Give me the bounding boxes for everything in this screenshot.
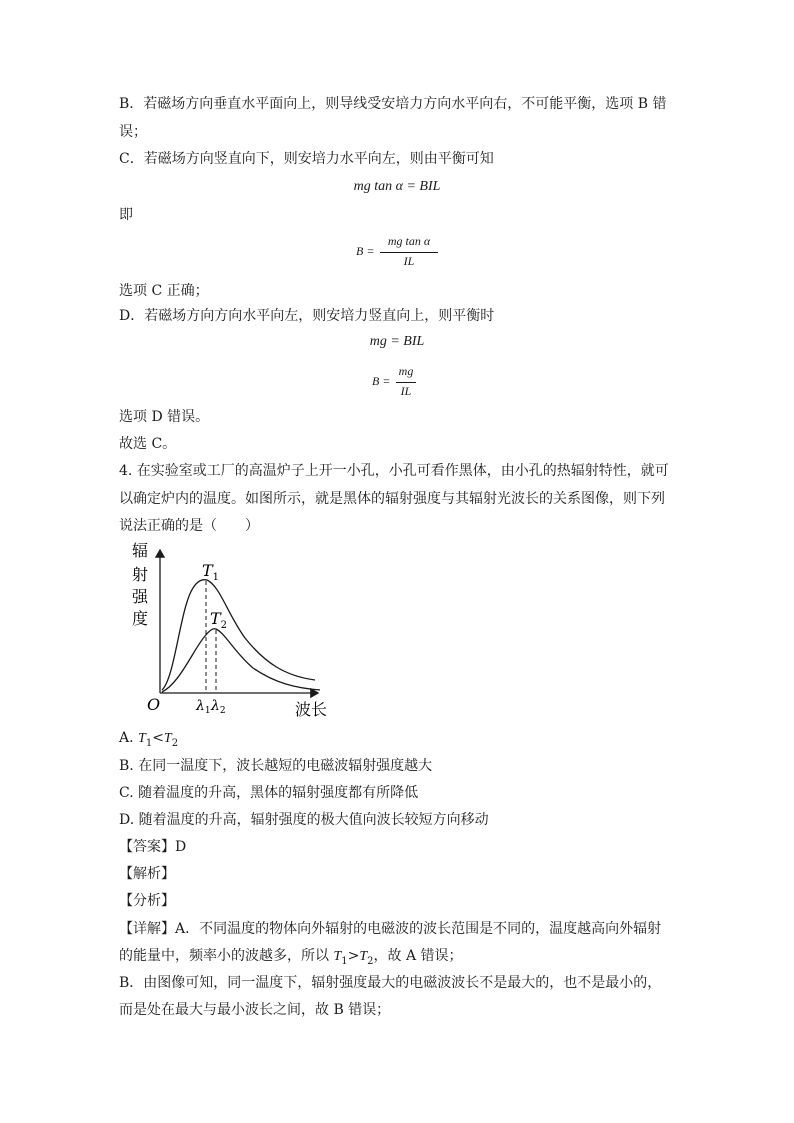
detail-t2-sub: 2	[367, 955, 374, 967]
text-line: C．若磁场方向竖直向下，则安培力水平向左，则由平衡可知	[119, 151, 494, 167]
lambda1-letter: λ	[196, 698, 205, 714]
fraction-lhs: B =	[372, 374, 391, 388]
detail-a2-post: ，故 A 错误；	[373, 948, 463, 964]
text-line: 误；	[119, 124, 147, 140]
detail-tag: 【详解】	[119, 921, 175, 937]
x-label: 波长	[295, 700, 328, 719]
text-line: 即	[119, 207, 133, 223]
curve-label-t2	[210, 609, 227, 631]
origin-label: O	[147, 695, 161, 714]
detail-t1: T	[333, 949, 342, 964]
y-label-char: 强	[132, 587, 149, 606]
detail-line	[119, 946, 463, 972]
fraction-numerator: mg	[398, 364, 414, 378]
fraction-bar	[396, 382, 416, 383]
question-text: 说法正确的是（ ）	[119, 518, 259, 534]
detail-t2: T	[359, 949, 368, 964]
detail-line: B．由图像可知，同一温度下，辐射强度最大的电磁波波长不是最大的，也不是最小的，	[119, 975, 662, 991]
answer-line	[119, 837, 186, 857]
t2-sub: 2	[220, 620, 228, 631]
lambda1-sub: 1	[204, 706, 211, 716]
text-line: 选项 C 正确；	[119, 283, 209, 299]
fraction-c	[356, 234, 446, 274]
option-b: B. 在同一温度下，波长越短的电磁波辐射强度越大	[119, 758, 433, 774]
analysis-tag: 【解析】	[119, 866, 175, 882]
lambda2-letter: λ	[211, 698, 220, 714]
fraction-d	[372, 364, 432, 404]
equation-c: mg tan α = BIL	[353, 179, 441, 194]
text-line: D．若磁场方向方向水平向左，则安培力竖直向上，则平衡时	[119, 308, 495, 324]
y-label-char: 度	[132, 609, 149, 628]
question-text: 4. 在实验室或工厂的高温炉子上开一小孔，小孔可看作黑体，由小孔的热辐射特性，就可	[119, 463, 669, 479]
curve-t1	[162, 580, 315, 690]
detail-a2-pre: 的能量中，频率小的波越多，所以	[119, 948, 334, 964]
text-line: B．若磁场方向垂直水平面向上，则导线受安培力方向水平向右，不可能平衡，选项 B 错	[119, 96, 667, 112]
fenxi-tag: 【分析】	[119, 893, 175, 909]
fraction-bar	[380, 252, 438, 253]
fraction-denominator: IL	[403, 254, 415, 268]
blackbody-figure	[125, 538, 340, 720]
question-text: 以确定炉内的温度。如图所示，就是黑体的辐射强度与其辐射光波长的关系图像，则下列	[119, 491, 665, 507]
curve-label-t1	[202, 561, 219, 583]
lambda2-sub: 2	[219, 706, 226, 716]
option-a-prefix: A.	[119, 730, 139, 746]
option-a-t2-sub: 2	[171, 737, 179, 749]
option-a-t2: T	[163, 731, 172, 746]
detail-gt: >	[347, 948, 360, 964]
t2-letter: T	[210, 609, 221, 628]
option-a-lt: <	[152, 730, 164, 746]
detail-a1: A．不同温度的物体向外辐射的电磁波的波长范围是不同的，温度越高向外辐射	[175, 921, 662, 937]
option-a-t1: T	[138, 731, 146, 746]
fraction-lhs: B =	[356, 244, 375, 258]
text-line: 故选 C。	[119, 436, 177, 452]
lambda1-label	[195, 698, 211, 716]
curve-t2	[162, 629, 320, 692]
option-d: D. 随着温度的升高，辐射强度的极大值向波长较短方向移动	[119, 812, 489, 828]
option-c: C. 随着温度的升高，黑体的辐射强度都有所降低	[119, 785, 419, 801]
y-label-char: 射	[132, 565, 149, 584]
y-label-char: 辐	[132, 541, 149, 560]
text-line: 选项 D 错误。	[119, 409, 210, 425]
answer-tag: 【答案】	[119, 839, 175, 855]
fraction-denominator: IL	[400, 384, 412, 398]
t1-letter: T	[202, 561, 213, 580]
detail-line	[119, 919, 661, 939]
answer-value: D	[175, 839, 187, 855]
t1-sub: 1	[212, 572, 220, 583]
lambda2-label	[210, 698, 226, 716]
detail-line: 而是处在最大与最小波长之间，故 B 错误；	[119, 1002, 391, 1018]
detail-t1-sub: 1	[341, 955, 348, 967]
option-a-t1-sub: 1	[145, 737, 153, 749]
fraction-numerator: mg tan α	[387, 234, 431, 248]
option-a	[119, 728, 178, 754]
equation-d: mg = BIL	[369, 334, 425, 349]
